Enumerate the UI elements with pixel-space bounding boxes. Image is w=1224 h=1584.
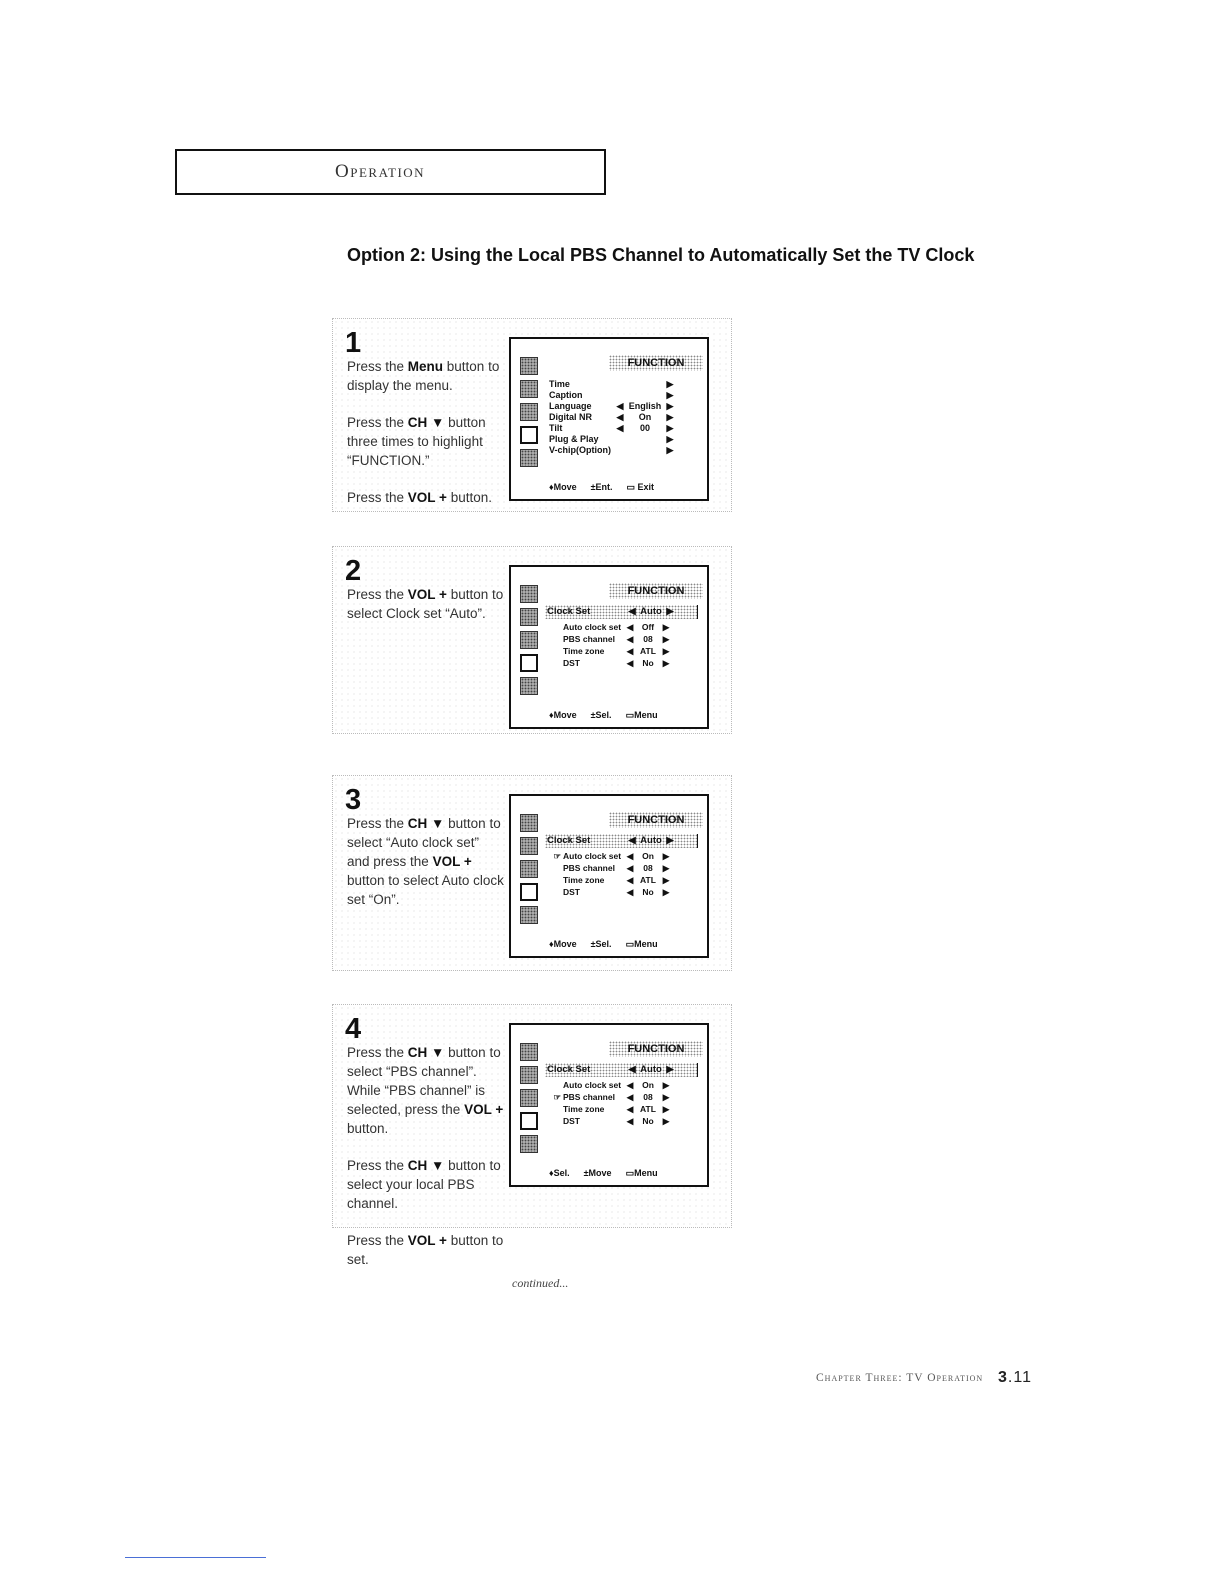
menu-footer-hint: ♦Move	[549, 939, 577, 949]
right-arrow-icon: ▶	[662, 1092, 670, 1102]
right-arrow-icon: ▶	[662, 875, 670, 885]
submenu-item-value: No	[642, 658, 654, 668]
menu-item-label: Digital NR	[549, 412, 593, 422]
menu-icon-column	[520, 814, 540, 929]
menu-category-icon	[520, 403, 538, 421]
left-arrow-icon: ◀	[626, 634, 634, 644]
instruction-text: Press the	[347, 359, 408, 374]
menu-footer-hint: ±Sel.	[590, 710, 612, 720]
menu-footer-hint: ♦Move	[549, 710, 577, 720]
instruction-paragraph	[347, 1156, 505, 1213]
menu-footer-hints	[549, 482, 699, 493]
menu-footer-hint: ±Ent.	[590, 482, 613, 492]
button-name: CH ▼	[407, 1158, 445, 1173]
menu-item	[549, 379, 707, 390]
menu-item	[549, 434, 707, 445]
right-arrow-icon: ▶	[666, 401, 674, 411]
menu-item-value	[625, 434, 665, 445]
left-arrow-icon: ◀	[626, 622, 634, 632]
function-menu-list	[549, 379, 707, 456]
button-name: Menu	[407, 359, 444, 374]
submenu-item-value: 08	[643, 634, 653, 644]
instruction-text: button to display the menu.	[347, 359, 500, 393]
button-name: CH ▼	[407, 1045, 445, 1060]
button-name: CH ▼	[407, 816, 445, 831]
menu-category-icon	[520, 608, 538, 626]
menu-item-value	[625, 379, 665, 390]
right-arrow-icon: ▶	[662, 622, 670, 632]
submenu-item-label: DST	[563, 658, 580, 668]
instruction-text: button.	[347, 1121, 389, 1136]
instruction-text: Press the	[347, 1045, 408, 1060]
step-number: 1	[345, 327, 362, 359]
menu-footer-hint: ▭ Exit	[626, 482, 655, 492]
left-arrow-icon	[615, 390, 625, 401]
right-arrow-icon: ▶	[662, 851, 670, 861]
left-arrow-icon: ◀	[628, 835, 636, 846]
instruction-paragraph	[347, 488, 505, 507]
menu-category-icon	[520, 1066, 538, 1084]
menu-item	[549, 401, 707, 412]
left-arrow-icon: ◀	[626, 875, 634, 885]
right-arrow-icon: ▶	[666, 423, 674, 433]
submenu-item-value: No	[642, 887, 654, 897]
submenu-item-value: 08	[643, 1092, 653, 1102]
left-arrow-icon: ◀	[616, 412, 624, 422]
instruction-text: button to set.	[347, 1233, 504, 1267]
instruction-paragraph	[347, 413, 505, 470]
page-number	[998, 1369, 1032, 1387]
menu-icon-column	[520, 1043, 540, 1158]
menu-category-icon	[520, 837, 538, 855]
menu-item-value: 00	[639, 423, 650, 433]
submenu-item-label: Auto clock set	[563, 851, 622, 861]
menu-title: FUNCTION	[609, 583, 703, 599]
menu-item	[549, 412, 707, 423]
right-arrow-icon: ▶	[662, 658, 670, 668]
left-arrow-icon: ◀	[626, 887, 634, 897]
instruction-text: Press the	[347, 415, 408, 430]
submenu-item-label: PBS channel	[563, 634, 615, 644]
pointer-icon	[547, 886, 561, 898]
button-name: VOL +	[407, 1233, 447, 1248]
submenu-item-label: Time zone	[563, 646, 605, 656]
left-arrow-icon: ◀	[616, 401, 624, 411]
step-block-4	[332, 1004, 732, 1267]
menu-item-label: Plug & Play	[549, 434, 599, 444]
clock-submenu-list	[547, 850, 697, 898]
right-arrow-icon: ▶	[666, 835, 674, 846]
right-arrow-icon: ▶	[662, 634, 670, 644]
menu-category-icon	[520, 357, 538, 375]
step-instructions	[347, 357, 505, 525]
left-arrow-icon: ◀	[626, 658, 634, 668]
menu-category-icon	[520, 883, 538, 901]
submenu-item-label: DST	[563, 887, 580, 897]
tv-menu-screen	[509, 337, 709, 501]
instruction-text: Press the	[347, 816, 408, 831]
submenu-item	[547, 850, 697, 862]
menu-category-icon	[520, 654, 538, 672]
left-arrow-icon: ◀	[626, 863, 634, 873]
instruction-text: button to select Auto clock set “On”.	[347, 873, 504, 907]
menu-category-icon	[520, 585, 538, 603]
step-instructions	[347, 585, 505, 641]
right-arrow-icon: ▶	[666, 1064, 674, 1075]
right-arrow-icon: ▶	[662, 646, 670, 656]
instruction-paragraph	[347, 357, 505, 395]
submenu-item-value: Off	[641, 622, 655, 632]
menu-footer-hint: ±Move	[583, 1168, 612, 1178]
menu-item-label: V-chip(Option)	[549, 445, 611, 455]
instruction-paragraph	[347, 814, 505, 909]
left-arrow-icon: ◀	[628, 606, 636, 617]
clock-set-label: Clock Set	[547, 835, 591, 846]
instruction-text: Press the	[347, 1158, 408, 1173]
submenu-item	[547, 645, 697, 657]
pointer-icon	[547, 1115, 561, 1127]
left-arrow-icon: ◀	[616, 423, 624, 433]
submenu-item-label: Time zone	[563, 875, 605, 885]
left-arrow-icon: ◀	[626, 1092, 634, 1102]
submenu-item-label: Time zone	[563, 1104, 605, 1114]
menu-category-icon	[520, 631, 538, 649]
instruction-paragraph	[347, 585, 505, 623]
right-arrow-icon: ▶	[666, 606, 674, 617]
menu-category-icon	[520, 1089, 538, 1107]
button-name: VOL +	[407, 587, 447, 602]
tv-menu-screen	[509, 565, 709, 729]
clock-set-value: Auto	[640, 1064, 662, 1075]
submenu-item	[547, 1079, 697, 1091]
menu-category-icon	[520, 677, 538, 695]
instruction-text: button three times to highlight “FUNCTION.”	[347, 415, 486, 468]
right-arrow-icon: ▶	[666, 379, 674, 389]
pointer-icon	[547, 1103, 561, 1115]
step-number: 4	[345, 1013, 362, 1045]
submenu-item	[547, 862, 697, 874]
menu-item-label: Time	[549, 379, 570, 389]
menu-footer-hint: ♦Move	[549, 482, 577, 492]
bottom-rule	[125, 1557, 266, 1558]
button-name: VOL +	[464, 1102, 504, 1117]
menu-footer-hint: ▭Menu	[625, 1168, 658, 1178]
left-arrow-icon: ◀	[626, 646, 634, 656]
menu-item-value	[625, 390, 665, 401]
button-name: VOL +	[432, 854, 472, 869]
submenu-item-value: On	[642, 851, 654, 861]
clock-set-row	[545, 834, 698, 848]
menu-item-value: English	[628, 401, 662, 411]
clock-submenu-list	[547, 621, 697, 669]
menu-icon-column	[520, 585, 540, 700]
right-arrow-icon: ▶	[662, 887, 670, 897]
submenu-item-value: ATL	[640, 646, 656, 656]
menu-title: FUNCTION	[609, 355, 703, 371]
submenu-item	[547, 886, 697, 898]
menu-category-icon	[520, 906, 538, 924]
submenu-item-value: 08	[643, 863, 653, 873]
left-arrow-icon	[615, 445, 625, 456]
clock-set-row	[545, 1063, 698, 1077]
instruction-text: button to select “Auto clock set” and press the	[347, 816, 501, 869]
instruction-paragraph	[347, 1231, 505, 1269]
right-arrow-icon: ▶	[666, 434, 674, 444]
submenu-item-label: PBS channel	[563, 863, 615, 873]
left-arrow-icon	[615, 434, 625, 445]
step-number: 2	[345, 555, 362, 587]
section-header-box	[175, 149, 606, 195]
step-instructions	[347, 1043, 505, 1287]
clock-set-value: Auto	[640, 606, 662, 617]
instruction-text: button.	[446, 490, 492, 505]
menu-category-icon	[520, 1135, 538, 1153]
pointer-icon	[547, 657, 561, 669]
submenu-item	[547, 633, 697, 645]
menu-category-icon	[520, 449, 538, 467]
page-number-page: .11	[1007, 1369, 1032, 1386]
step-block-2	[332, 546, 732, 734]
left-arrow-icon	[615, 379, 625, 390]
pointer-icon	[547, 862, 561, 874]
menu-title: FUNCTION	[609, 1041, 703, 1057]
left-arrow-icon: ◀	[626, 851, 634, 861]
menu-category-icon	[520, 380, 538, 398]
instruction-text: button to select Clock set “Auto”.	[347, 587, 504, 621]
right-arrow-icon: ▶	[666, 412, 674, 422]
submenu-item-value: No	[642, 1116, 654, 1126]
submenu-item	[547, 1103, 697, 1115]
right-arrow-icon: ▶	[662, 1104, 670, 1114]
step-number: 3	[345, 784, 362, 816]
right-arrow-icon: ▶	[662, 1116, 670, 1126]
footer-chapter-title: Chapter Three: TV Operation	[816, 1372, 984, 1384]
left-arrow-icon: ◀	[626, 1104, 634, 1114]
continued-note: continued...	[512, 1276, 569, 1290]
menu-title: FUNCTION	[609, 812, 703, 828]
submenu-item	[547, 657, 697, 669]
pointer-icon	[547, 1079, 561, 1091]
menu-item	[549, 423, 707, 434]
page-title: Option 2: Using the Local PBS Channel to Automatically Set the TV Clock	[347, 245, 975, 265]
menu-item-label: Tilt	[549, 423, 563, 433]
submenu-item-label: DST	[563, 1116, 580, 1126]
submenu-item-label: Auto clock set	[563, 622, 622, 632]
right-arrow-icon: ▶	[666, 390, 674, 400]
button-name: VOL +	[407, 490, 447, 505]
tv-menu-screen	[509, 794, 709, 958]
menu-icon-column	[520, 357, 540, 472]
tv-menu-screen	[509, 1023, 709, 1187]
menu-category-icon	[520, 860, 538, 878]
button-name: CH ▼	[407, 415, 445, 430]
pointer-icon: ☞	[553, 851, 561, 861]
menu-footer-hint: ♦Sel.	[549, 1168, 570, 1178]
left-arrow-icon: ◀	[626, 1080, 634, 1090]
menu-item	[549, 390, 707, 401]
submenu-item	[547, 874, 697, 886]
page-number-chapter: 3	[998, 1369, 1008, 1386]
submenu-item-value: ATL	[640, 875, 656, 885]
submenu-item	[547, 1115, 697, 1127]
right-arrow-icon: ▶	[662, 863, 670, 873]
menu-item-label: Language	[549, 401, 592, 411]
menu-footer-hint: ▭Menu	[625, 710, 658, 720]
pointer-icon	[547, 621, 561, 633]
pointer-icon: ☞	[553, 1092, 561, 1102]
instruction-text: Press the	[347, 490, 408, 505]
menu-category-icon	[520, 426, 538, 444]
menu-footer-hints	[549, 1168, 699, 1179]
instruction-paragraph	[347, 1043, 505, 1138]
menu-item-label: Caption	[549, 390, 583, 400]
menu-item-value: On	[638, 412, 652, 422]
menu-category-icon	[520, 814, 538, 832]
pointer-icon	[547, 874, 561, 886]
section-header-title: Operation	[335, 161, 426, 182]
menu-footer-hints	[549, 710, 699, 721]
instruction-text: button to select your local PBS channel.	[347, 1158, 501, 1211]
menu-footer-hints	[549, 939, 699, 950]
clock-set-label: Clock Set	[547, 606, 591, 617]
clock-set-value: Auto	[640, 835, 662, 846]
pointer-icon	[547, 633, 561, 645]
right-arrow-icon: ▶	[666, 445, 674, 455]
submenu-item-label: PBS channel	[563, 1092, 615, 1102]
instruction-text: Press the	[347, 1233, 408, 1248]
menu-item-value	[625, 445, 665, 456]
instruction-text: Press the	[347, 587, 408, 602]
submenu-item	[547, 621, 697, 633]
left-arrow-icon: ◀	[626, 1116, 634, 1126]
submenu-item-label: Auto clock set	[563, 1080, 622, 1090]
submenu-item	[547, 1091, 697, 1103]
menu-footer-hint: ±Sel.	[590, 939, 612, 949]
step-block-3	[332, 775, 732, 971]
left-arrow-icon: ◀	[628, 1064, 636, 1075]
step-block-1	[332, 318, 732, 512]
submenu-item-value: ATL	[640, 1104, 656, 1114]
pointer-icon	[547, 645, 561, 657]
right-arrow-icon: ▶	[662, 1080, 670, 1090]
menu-category-icon	[520, 1112, 538, 1130]
menu-category-icon	[520, 1043, 538, 1061]
clock-submenu-list	[547, 1079, 697, 1127]
step-instructions	[347, 814, 505, 927]
instruction-text: button to select “PBS channel”. While “PBS channel” is selected, press the	[347, 1045, 501, 1117]
menu-footer-hint: ▭Menu	[625, 939, 658, 949]
menu-item	[549, 445, 707, 456]
clock-set-label: Clock Set	[547, 1064, 591, 1075]
clock-set-row	[545, 605, 698, 619]
submenu-item-value: On	[642, 1080, 654, 1090]
